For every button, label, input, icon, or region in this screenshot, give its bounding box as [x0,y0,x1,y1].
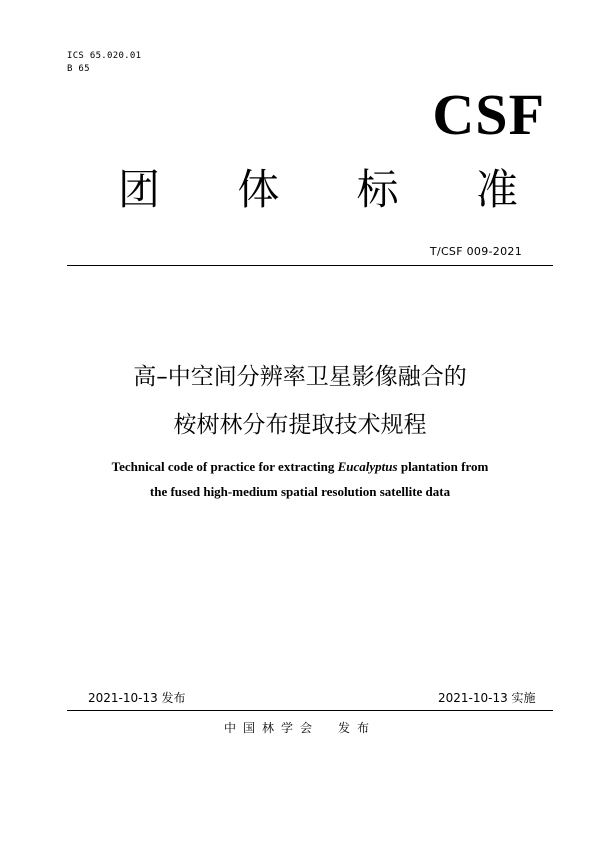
english-title-line-2: the fused high-medium spatial resolution satellite data [149,484,451,499]
standard-type-char: 团 [118,165,161,214]
standard-type-heading [118,165,518,215]
standard-type-char: 准 [475,165,518,214]
english-title-line-1 [40,458,560,476]
standard-number: T/CSF 009-2021 [429,245,522,258]
issue-date: 2021-10-13 发布 [88,691,186,705]
csf-logo: CSF [432,82,545,147]
top-divider [67,265,553,266]
publisher: 中国林学会 发布 [223,721,376,735]
english-title-species: Eucalyptus [337,459,398,474]
chinese-title-line-2: 桉树林分布提取技术规程 [173,412,427,438]
standard-type-char: 标 [356,165,399,214]
chinese-title-line-1: 高–中空间分辨率卫星影像融合的 [133,364,467,390]
english-title-text: plantation from [397,459,489,474]
ics-code: ICS 65.020.01 [67,51,142,61]
ccs-code: B 65 [67,64,90,74]
classification-codes [67,50,141,76]
standard-type-char: 体 [237,165,280,214]
implementation-date: 2021-10-13 实施 [438,691,536,705]
english-title-text: Technical code of practice for extracting [111,459,338,474]
bottom-divider [67,710,553,711]
